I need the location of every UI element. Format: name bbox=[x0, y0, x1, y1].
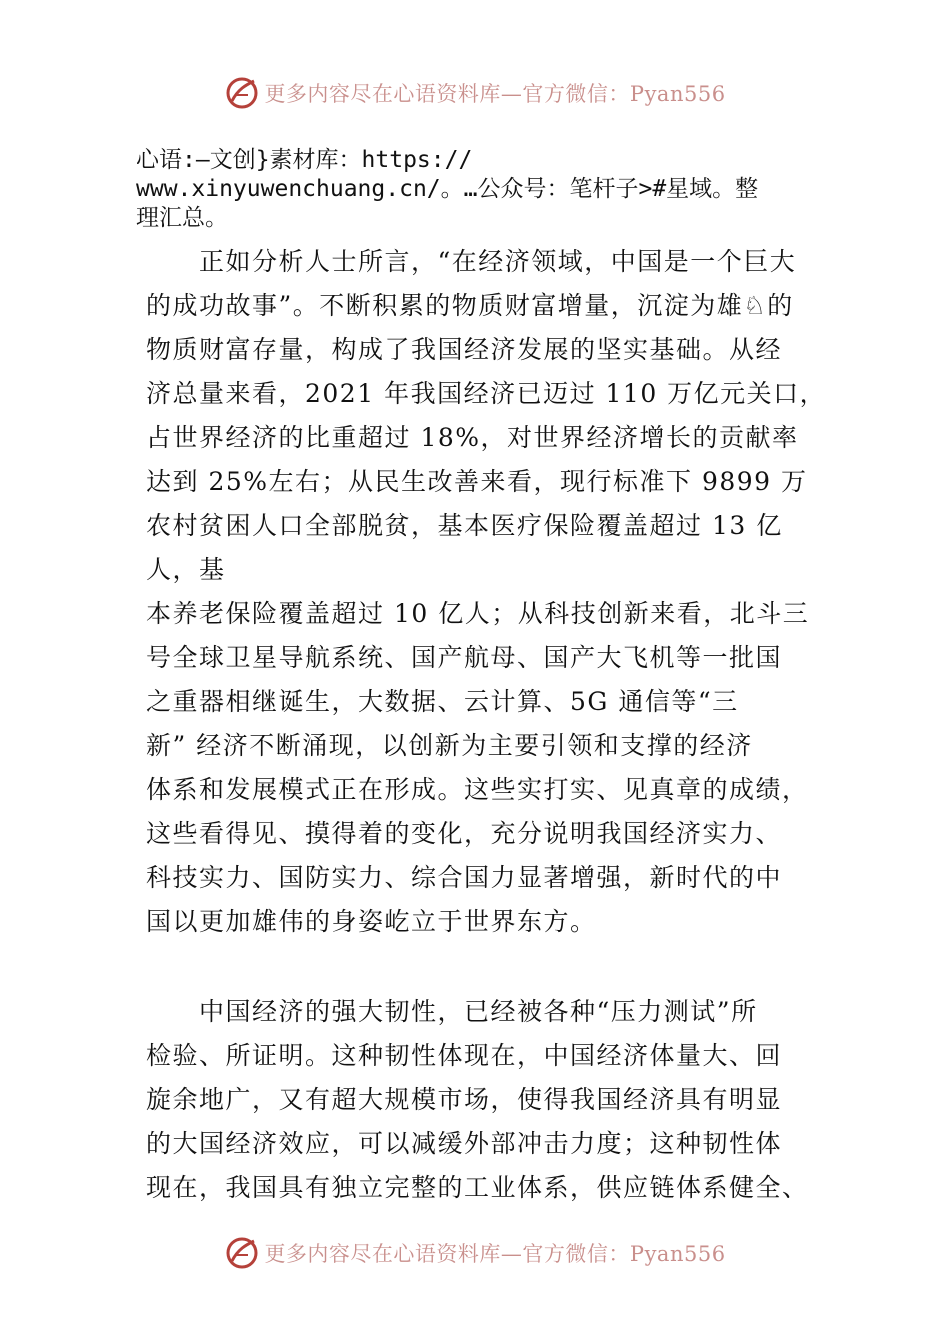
text-line: 的大国经济效应，可以减缓外部冲击力度；这种韧性体 bbox=[146, 1129, 783, 1158]
text-line: 体系和发展模式正在形成。这些实打实、见真章的成绩， bbox=[146, 775, 809, 804]
footer-banner-text: 更多内容尽在心语资料库—官方微信：Pyan556 bbox=[264, 1242, 726, 1266]
text-line: 之重器相继诞生，大数据、云计算、5G 通信等“三 bbox=[146, 687, 739, 716]
text-line: 济总量来看，2021 年我国经济已迈过 110 万亿元关口， bbox=[146, 379, 827, 408]
text-line: 新” 经济不断涌现，以创新为主要引领和支撑的经济 bbox=[146, 731, 753, 760]
text-line: 检验、所证明。这种韧性体现在，中国经济体量大、回 bbox=[146, 1041, 783, 1070]
text-line: 旋余地广，又有超大规模市场，使得我国经济具有明显 bbox=[146, 1085, 783, 1114]
text-line: 这些看得见、摸得着的变化，充分说明我国经济实力、 bbox=[146, 819, 783, 848]
source-note-line: 心语:—文创}素材库：https:// bbox=[136, 147, 473, 173]
brand-logo-icon bbox=[224, 1235, 260, 1271]
header-banner-text: 更多内容尽在心语资料库—官方微信：Pyan556 bbox=[264, 82, 726, 106]
text-line: 的成功故事”。不断积累的物质财富增量，沉淀为雄♘的 bbox=[146, 291, 794, 320]
text-line: 农村贫困人口全部脱贫，基本医疗保险覆盖超过 13 亿 bbox=[146, 511, 783, 540]
source-note-line: 理汇总。 bbox=[136, 205, 228, 231]
brand-logo-icon bbox=[224, 75, 260, 111]
paragraph-2 bbox=[146, 990, 826, 1210]
text-line: 中国经济的强大韧性，已经被各种“压力测试”所 bbox=[146, 997, 758, 1026]
text-line: 物质财富存量，构成了我国经济发展的坚实基础。从经 bbox=[146, 335, 783, 364]
text-line: 正如分析人士所言，“在经济领域，中国是一个巨大 bbox=[146, 247, 797, 276]
text-line: 国以更加雄伟的身姿屹立于世界东方。 bbox=[146, 907, 597, 936]
text-line: 本养老保险覆盖超过 10 亿人；从科技创新来看，北斗三 bbox=[146, 599, 810, 628]
footer-banner bbox=[0, 1228, 950, 1278]
text-line: 现在，我国具有独立完整的工业体系，供应链体系健全、 bbox=[146, 1173, 809, 1202]
text-line: 占世界经济的比重超过 18%，对世界经济增长的贡献率 bbox=[146, 423, 799, 452]
source-note bbox=[136, 146, 816, 233]
text-line: 科技实力、国防实力、综合国力显著增强，新时代的中 bbox=[146, 863, 783, 892]
text-line: 号全球卫星导航系统、国产航母、国产大飞机等一批国 bbox=[146, 643, 783, 672]
header-banner bbox=[0, 68, 950, 118]
paragraph-1 bbox=[146, 240, 826, 944]
text-line: 达到 25%左右；从民生改善来看，现行标准下 9899 万 bbox=[146, 467, 808, 496]
text-line: 人，基 bbox=[146, 555, 226, 584]
source-note-line: www.xinyuwenchuang.cn/。…公众号：笔杆子>#星域。整 bbox=[136, 176, 759, 202]
